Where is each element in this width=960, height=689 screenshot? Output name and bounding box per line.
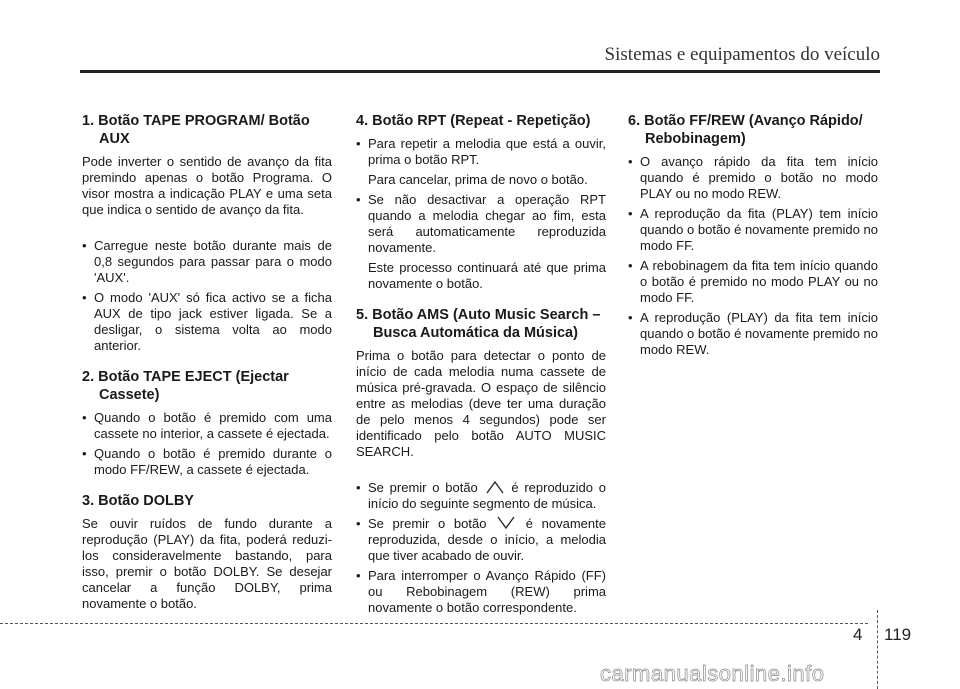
list-item: • Quando o botão é premido durante o modo FF/REW, a cassete é ejectada. bbox=[82, 446, 332, 478]
chapter-number: 4 bbox=[853, 625, 863, 644]
page-header-title: Sistemas e equipamentos do veículo bbox=[604, 44, 880, 65]
list-item-text: Se não desactivar a operação RPT quando a melodia chegar ao fim, esta será automaticamente reproduzida novamente. bbox=[368, 192, 606, 255]
section-3-paragraph: Se ouvir ruídos de fundo durante a reprodução (PLAY) da fita, poderá reduzi-los consideravelmente bastando, para isso, premir o botão DOLBY. Se desejar cancelar a função DOLBY, prima novamente o botão. bbox=[82, 516, 332, 611]
page-number: 119 bbox=[884, 625, 912, 644]
column-1 bbox=[82, 112, 332, 624]
list-item-subtext: Este processo continuará até que prima novamente o botão. bbox=[368, 260, 606, 291]
list-item: • Para interromper o Avanço Rápido (FF) ou Rebobinagem (REW) prima novamente o botão correspondente. bbox=[356, 568, 606, 616]
list-item-subtext: Para cancelar, prima de novo o botão. bbox=[368, 172, 588, 187]
section-3-heading: 3. Botão DOLBY bbox=[82, 493, 194, 509]
list-item: • Quando o botão é premido com uma cassete no interior, a cassete é ejectada. bbox=[82, 410, 332, 442]
list-item-text: é novamente reproduzida, desde o início, a melodia que tiver acabado de ouvir. bbox=[368, 516, 606, 563]
column-3 bbox=[628, 112, 878, 372]
chevron-up-icon bbox=[484, 480, 506, 494]
list-item: • O modo 'AUX' só fica activo se a ficha AUX de tipo jack estiver ligada. Se a desligar, o sistema volta ao modo anterior. bbox=[82, 290, 332, 354]
section-2-heading: 2. Botão TAPE EJECT (Ejectar Cassete) bbox=[82, 369, 289, 403]
footer-rule bbox=[0, 623, 868, 624]
section-1-list bbox=[82, 238, 332, 354]
page-number-divider bbox=[877, 610, 878, 689]
list-item bbox=[356, 136, 606, 188]
list-item-text: Para repetir a melodia que está a ouvir, prima o botão RPT. bbox=[368, 136, 606, 167]
header-rule bbox=[80, 70, 880, 73]
list-item bbox=[356, 192, 606, 292]
list-item-text: Se premir o botão bbox=[368, 480, 478, 495]
column-2 bbox=[356, 112, 606, 630]
watermark: carmanualsonline.info bbox=[600, 661, 825, 686]
list-item: • A reprodução da fita (PLAY) tem início quando o botão é novamente premido no modo FF. bbox=[628, 206, 878, 254]
list-item-text: Se premir o botão bbox=[368, 516, 487, 531]
chevron-down-icon bbox=[495, 516, 517, 530]
list-item bbox=[356, 516, 606, 564]
section-5-paragraph: Prima o botão para detectar o ponto de início de cada melodia numa cassete de música pré-gravada. O espaço de silêncio entre as melodias (deve ter uma duração de pelo menos 4 segundos) pode ser identificado pelo botão AUTO MUSIC SEARCH. bbox=[356, 348, 606, 459]
list-item bbox=[356, 480, 606, 512]
section-4-list bbox=[356, 136, 606, 292]
section-5-heading: 5. Botão AMS (Auto Music Search – Busca Automática da Música) bbox=[356, 307, 601, 341]
section-4-heading: 4. Botão RPT (Repeat - Repetição) bbox=[356, 113, 591, 129]
list-item: • Carregue neste botão durante mais de 0,8 segundos para passar para o modo 'AUX'. bbox=[82, 238, 332, 286]
list-item: • O avanço rápido da fita tem início quando é premido o botão no modo PLAY ou no modo REW. bbox=[628, 154, 878, 202]
section-6-heading: 6. Botão FF/REW (Avanço Rápido/ Rebobinagem) bbox=[628, 113, 863, 147]
section-6-list bbox=[628, 154, 878, 358]
list-item: • A rebobinagem da fita tem início quando o botão é premido no modo PLAY ou no modo FF. bbox=[628, 258, 878, 306]
section-1-paragraph: Pode inverter o sentido de avanço da fita premindo apenas o botão Programa. O visor mostra a indicação PLAY e uma seta que indica o sentido de avanço da fita. bbox=[82, 154, 332, 217]
section-5-list bbox=[356, 480, 606, 616]
list-item: • A reprodução (PLAY) da fita tem início quando o botão é novamente premido no modo REW. bbox=[628, 310, 878, 358]
section-1-heading: 1. Botão TAPE PROGRAM/ Botão AUX bbox=[82, 113, 310, 147]
section-2-list bbox=[82, 410, 332, 478]
list-item-text: é reproduzido o início do seguinte segmento de música. bbox=[368, 480, 606, 511]
